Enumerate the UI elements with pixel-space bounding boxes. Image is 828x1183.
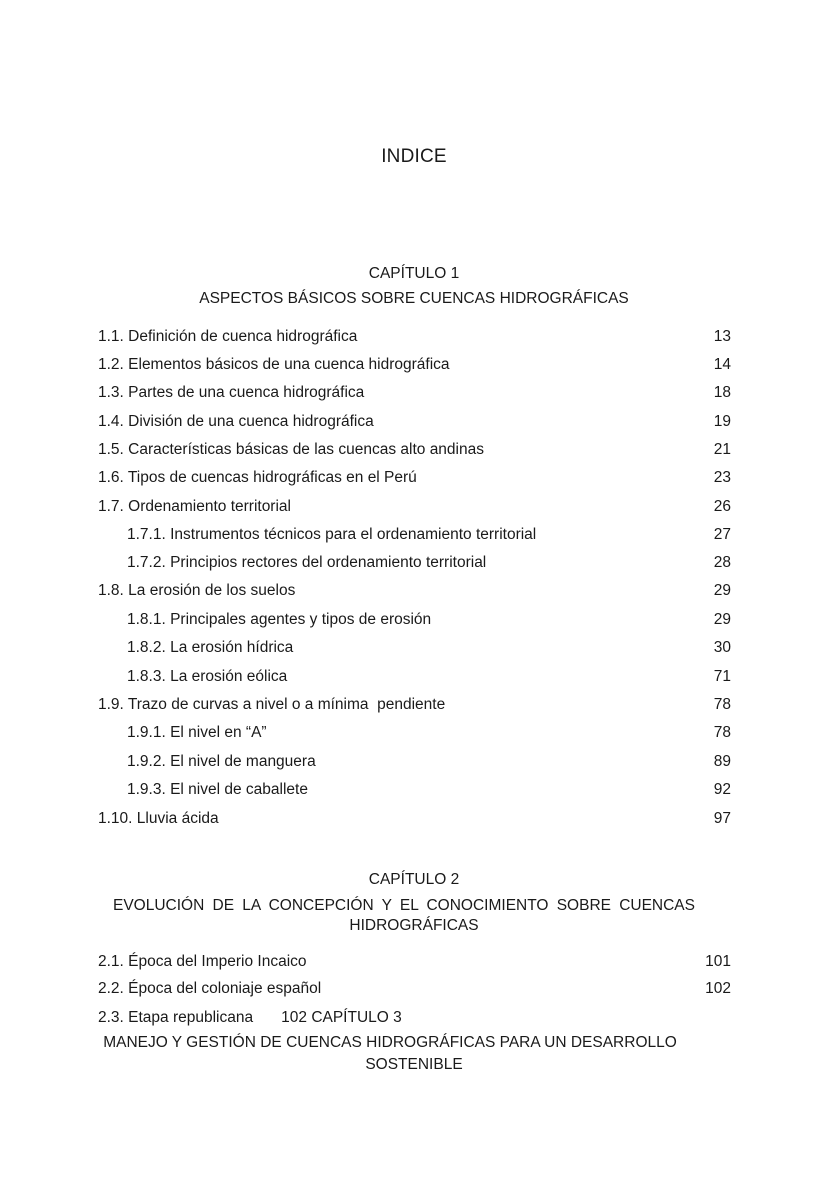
toc-entry-page: 101 bbox=[705, 953, 731, 970]
toc-subentry bbox=[98, 611, 731, 633]
toc-subentry bbox=[98, 526, 731, 548]
toc-entry-label: 1.8.3. La erosión eólica bbox=[127, 668, 288, 685]
toc-entry bbox=[98, 582, 731, 604]
chapter3-heading: CAPÍTULO 3 bbox=[311, 1009, 402, 1026]
toc-entry bbox=[98, 413, 731, 435]
toc-entry-label: 1.1. Definición de cuenca hidrográfica bbox=[98, 328, 358, 345]
toc-entry bbox=[98, 356, 731, 378]
chapter2-heading: CAPÍTULO 2 bbox=[368, 871, 460, 888]
toc-entry bbox=[98, 953, 731, 975]
chapter3-title-line2: SOSTENIBLE bbox=[365, 1056, 463, 1073]
toc-entry-page: 92 bbox=[713, 781, 731, 798]
toc-entry bbox=[98, 441, 731, 463]
toc-entry-label: 2.3. Etapa republicana bbox=[98, 1009, 254, 1026]
toc-entry-label: 1.8. La erosión de los suelos bbox=[98, 582, 296, 599]
toc-entry-label: 2.1. Época del Imperio Incaico bbox=[98, 953, 307, 970]
chapter1-heading: CAPÍTULO 1 bbox=[368, 265, 460, 282]
toc-entry-page: 102 bbox=[705, 980, 731, 997]
toc-entry-page: 30 bbox=[713, 639, 731, 656]
toc-entry-label: 1.10. Lluvia ácida bbox=[98, 810, 219, 827]
toc-entry-label: 1.3. Partes de una cuenca hidrográfica bbox=[98, 384, 365, 401]
toc-entry-label: 1.9.3. El nivel de caballete bbox=[127, 781, 308, 798]
toc-entry-label: 1.9.2. El nivel de manguera bbox=[127, 753, 316, 770]
toc-entry-label: 1.4. División de una cuenca hidrográfica bbox=[98, 413, 374, 430]
chapter2-title-line2: HIDROGRÁFICAS bbox=[349, 917, 479, 934]
toc-entry bbox=[98, 498, 731, 520]
toc-entry-inline bbox=[98, 1009, 402, 1027]
toc-entry-label: 1.2. Elementos básicos de una cuenca hidrográfica bbox=[98, 356, 450, 373]
toc-subentry bbox=[98, 781, 731, 803]
toc-entry-label: 1.7.1. Instrumentos técnicos para el ordenamiento territorial bbox=[127, 526, 537, 543]
toc-entry-label: 1.7.2. Principios rectores del ordenamiento territorial bbox=[127, 554, 487, 571]
toc-entry-page: 89 bbox=[713, 753, 731, 770]
toc-entry-page: 23 bbox=[713, 469, 731, 486]
toc-entry bbox=[98, 384, 731, 406]
toc-entry-label: 1.9. Trazo de curvas a nivel o a mínima pendiente bbox=[98, 696, 446, 713]
toc-entry-label: 1.6. Tipos de cuencas hidrográficas en el Perú bbox=[98, 469, 417, 486]
toc-entry-page: 18 bbox=[713, 384, 731, 401]
toc-entry-label: 2.2. Época del coloniaje español bbox=[98, 980, 322, 997]
toc-entry-page: 27 bbox=[713, 526, 731, 543]
chapter2-title-line1: EVOLUCIÓN DE LA CONCEPCIÓN Y EL CONOCIMIENTO SOBRE CUENCAS bbox=[113, 897, 695, 914]
toc-subentry bbox=[98, 753, 731, 775]
toc-entry-label: 1.8.2. La erosión hídrica bbox=[127, 639, 294, 656]
toc-entry-page: 71 bbox=[713, 668, 731, 685]
toc-entry-page: 26 bbox=[713, 498, 731, 515]
chapter3-title-line1: MANEJO Y GESTIÓN DE CUENCAS HIDROGRÁFICAS PARA UN DESARROLLO bbox=[103, 1034, 677, 1051]
toc-entry bbox=[98, 469, 731, 491]
toc-entry-page: 29 bbox=[713, 582, 731, 599]
index-title: INDICE bbox=[381, 146, 447, 167]
toc-entry-page: 78 bbox=[713, 696, 731, 713]
toc-entry-page: 19 bbox=[713, 413, 731, 430]
toc-entry-page: 29 bbox=[713, 611, 731, 628]
toc-entry-label: 1.8.1. Principales agentes y tipos de erosión bbox=[127, 611, 432, 628]
toc-entry-page: 102 bbox=[281, 1009, 307, 1026]
toc-entry-page: 78 bbox=[713, 724, 731, 741]
toc-entry-page: 14 bbox=[713, 356, 731, 373]
toc-entry-label: 1.9.1. El nivel en “A” bbox=[127, 724, 267, 741]
toc-entry bbox=[98, 696, 731, 718]
toc-entry-page: 13 bbox=[713, 328, 731, 345]
toc-entry bbox=[98, 328, 731, 350]
toc-entry-page: 21 bbox=[713, 441, 731, 458]
toc-subentry bbox=[98, 639, 731, 661]
toc-subentry bbox=[98, 554, 731, 576]
toc-subentry bbox=[98, 724, 731, 746]
toc-entry-page: 97 bbox=[713, 810, 731, 827]
toc-entry-label: 1.7. Ordenamiento territorial bbox=[98, 498, 291, 515]
toc-entry-label: 1.5. Características básicas de las cuencas alto andinas bbox=[98, 441, 484, 458]
toc-entry bbox=[98, 810, 731, 832]
toc-subentry bbox=[98, 668, 731, 690]
toc-entry-page: 28 bbox=[713, 554, 731, 571]
toc-entry bbox=[98, 980, 731, 1002]
chapter1-title: ASPECTOS BÁSICOS SOBRE CUENCAS HIDROGRÁFICAS bbox=[199, 290, 629, 307]
